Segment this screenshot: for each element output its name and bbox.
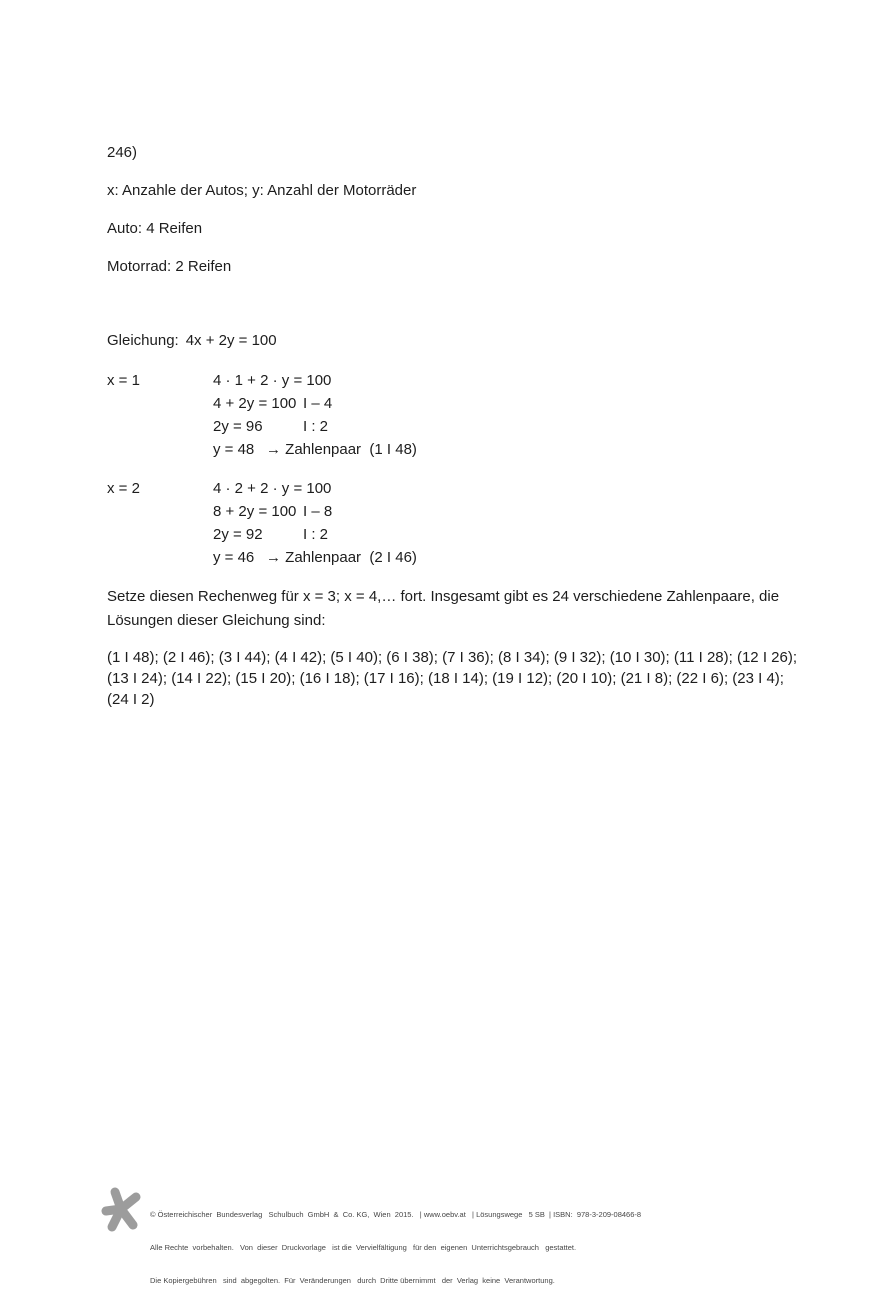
exercise-number: 246) — [107, 144, 138, 161]
step-equation: 8 + 2y = 100 — [213, 503, 297, 520]
auto-line: Auto: 4 Reifen — [107, 220, 203, 237]
footer-imprint — [150, 1184, 641, 1308]
oebv-asterisk-icon — [100, 1184, 142, 1234]
step-operation: I : 2 — [303, 418, 329, 435]
step-operation: I : 2 — [303, 526, 329, 543]
equation-step — [213, 392, 809, 415]
equation-step — [213, 369, 809, 392]
case-x1-label: x = 1 — [107, 372, 140, 389]
step-result: → Zahlenpaar (1 I 48) — [266, 441, 417, 458]
step-equation: 4 · 2 + 2 · y = 100 — [213, 480, 332, 497]
motorrad-line: Motorrad: 2 Reifen — [107, 258, 232, 275]
step-equation: 4 + 2y = 100 — [213, 395, 297, 412]
case-x2 — [107, 477, 809, 569]
step-equation: 4 · 1 + 2 · y = 100 — [213, 372, 332, 389]
case-x2-steps — [213, 477, 809, 569]
footer-line-rights: Alle Rechte vorbehalten. Von dieser Druckvorlage ist die Vervielfältigung für den eigenen Unterrichtsgebrauch gestattet. — [150, 1243, 577, 1252]
step-operation: I – 4 — [303, 395, 333, 412]
footer-line-copyright: © Österreichischer Bundesverlag Schulbuch GmbH & Co. KG, Wien 2015. | www.oebv.at | Lösungswege 5 SB | ISBN: 978-3-209-08466-8 — [150, 1210, 642, 1219]
continuation-paragraph: Setze diesen Rechenweg für x = 3; x = 4,… fort. Insgesamt gibt es 24 verschiedene Zahlenpaare, die Lösungen dieser Gleichung sind: — [107, 588, 780, 629]
step-equation: 2y = 96 — [213, 418, 263, 435]
footer-line-liability: Die Kopiergebühren sind abgegolten. Für Veränderungen durch Dritte übernimmt der Verlag keine Verantwortung. — [150, 1276, 555, 1285]
case-x2-label: x = 2 — [107, 480, 140, 497]
step-result: → Zahlenpaar (2 I 46) — [266, 549, 417, 566]
step-equation: y = 48 — [213, 441, 255, 458]
pairs-list: (1 I 48); (2 I 46); (3 I 44); (4 I 42); (5 I 40); (6 I 38); (7 I 36); (8 I 34); (9 I 32); (10 I 30); (11 I 28); (12 I 26); (13 I 24); (14 I 22); (15 I 20); (16 I 18); (17 I 16); (18 I 14); (19 I 12); (20 I 10); (21 I 8); (22 I 6); (23 I 4); (24 I 2) — [107, 649, 797, 708]
equation-step — [213, 500, 809, 523]
equation-value: 4x + 2y = 100 — [185, 332, 277, 349]
equation-step — [213, 546, 809, 569]
case-x1 — [107, 369, 809, 461]
footer — [100, 1184, 641, 1308]
equation-label: Gleichung: — [107, 332, 179, 349]
equation-step — [213, 438, 809, 461]
solution-content — [107, 143, 809, 710]
equation-step — [213, 477, 809, 500]
step-equation: y = 46 — [213, 549, 255, 566]
equation-step — [213, 415, 809, 438]
step-operation: I – 8 — [303, 503, 333, 520]
equation-line — [107, 331, 809, 351]
variables-definition: x: Anzahle der Autos; y: Anzahl der Motorräder — [107, 182, 417, 199]
case-x1-steps — [213, 369, 809, 461]
step-equation: 2y = 92 — [213, 526, 263, 543]
equation-step — [213, 523, 809, 546]
